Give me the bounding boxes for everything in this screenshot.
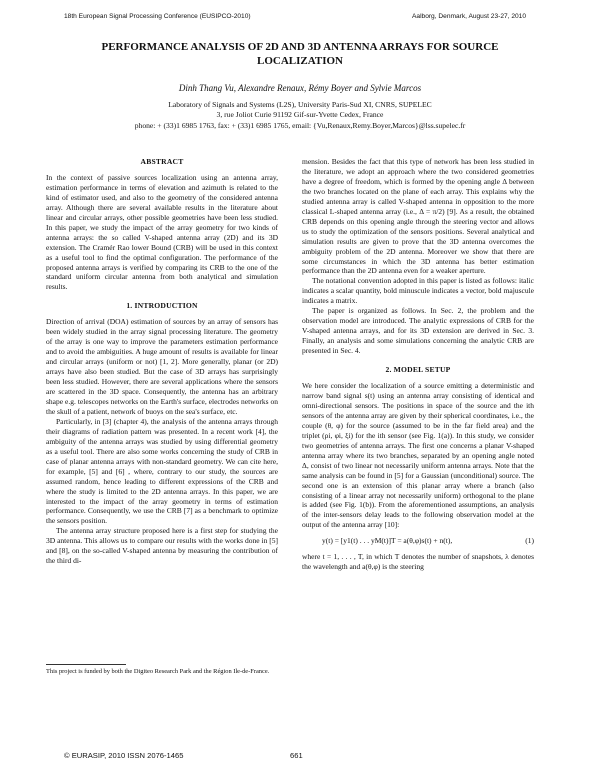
intro-paragraph-4: mension. Besides the fact that this type of network has been less studied in the literature, we adopt an approach where the two considered geometries have a degree of freedom, which is formed by the opening angle Δ between the two branches located on the plane of each array. This explains why the studied antenna array is called V-shaped antenna in opposition to the more classical L-shaped antenna array (i.e., Δ = π/2) [9]. As a result, the obtained CRB depends on this opening angle through the steering vector and allows us to study the optimization of the sensors positions. Several analytical and simulation results are given to prove that the 3D antenna overcomes the ambiguity problem of the 2D antenna. Moreover we show that there are some circumstances in which the 3D antenna has better estimation performance than the 2D antenna even for a weaker aperture. <box>302 157 534 276</box>
paper-title-line-2: LOCALIZATION <box>257 55 343 67</box>
page-number: 661 <box>290 751 303 760</box>
affiliation-address: 3, rue Joliot Curie 91192 Gif-sur-Yvette Cedex, France <box>216 110 384 120</box>
model-paragraph-2: where t = 1, . . . , T, in which T denotes the number of snapshots, λ denotes the wavelength and a(θ,φ) is the steering <box>302 552 534 572</box>
running-header-conference: 18th European Signal Processing Conference (EUSIPCO-2010) <box>64 13 251 20</box>
paper-authors: Dinh Thang Vu, Alexandre Renaux, Rémy Boyer and Sylvie Marcos <box>178 83 422 93</box>
intro-paragraph-1: Direction of arrival (DOA) estimation of sources by an array of sensors has been widely studied in the array signal processing literature. The geometry of the array is one way to improve the parameters estimation performance and to avoid the ambiguities. A huge amount of results is available for linear and circular arrays (uniform or not) [1, 2]. More generally, planar (or 2D) arrays have also been studied. But the case of 3D arrays has surprisingly been less studied. However, there are several applications where the sensors are scattered in the 3D space. Consequently, the antenna has an arbitrary shape e.g. telescopes networks on the Earth's surface, electrodes networks on the skull of a patient, network of buoys on the sea's surface, etc. <box>46 317 278 416</box>
model-setup-heading: 2. MODEL SETUP <box>385 365 451 375</box>
affiliation-contact: phone: + (33)1 6985 1763, fax: + (33)1 6985 1765, email: {Vu,Renaux,Remy.Boyer,Marcos}@lss.supelec.fr <box>134 120 466 130</box>
right-column <box>302 157 534 572</box>
equation-1-number: (1) <box>525 536 534 546</box>
abstract-heading: ABSTRACT <box>140 157 184 166</box>
left-column <box>46 157 278 566</box>
intro-paragraph-3: The antenna array structure proposed here is a first step for studying the 3D antenna. This allows us to compare our results with the works done in [5] and [8], on the so-called V-shaped antenna by measuring the contribution of the third di- <box>46 526 278 566</box>
paper-title-line-1: PERFORMANCE ANALYSIS OF 2D AND 3D ANTENNA ARRAYS FOR SOURCE <box>101 41 499 53</box>
intro-paragraph-2: Particularly, in [3] (chapter 4), the analysis of the antenna arrays through their diagrams of radiation pattern was presented. In a recent work [4], the ambiguity of the antenna arrays was studied by using differential geometry as a useful tool. There are also some works concerning the study of CRB in case of planar antenna arrays with non-standard geometry. We can cite here, for example, [5] and [6] , where, contrary to our study, the sources are assumed random, hence leading to different expressions of the CRB and where the study is limited to the 2D antenna arrays. In this paper, we are interested to the impact of the array geometry in terms of estimation performance. Consequently, we use the CRB [7] as a benchmark to optimize the sensors position. <box>46 416 278 526</box>
abstract-text: In the context of passive sources localization using an antenna array, estimation performance in terms of elevation and azimuth is related to the kind of estimator used, and also to the geometry of the considered antenna array. Although there are several available results in the literature about linear and circular arrays, other possible geometries have been less studied. In this paper, we study the impact of the array geometry for two kinds of antenna arrays: the so called V-shaped antenna array (2D) and its 3D extension. The Cramér Rao lower Bound (CRB) will be used in this context as a useful tool to find the optimal configuration. The performance of the proposed antenna arrays is verified by comparing its CRB to the one of the standard uniform circular antenna from both analytical and simulation results. <box>46 172 278 292</box>
paper-title <box>40 40 560 68</box>
footnote-rule <box>46 664 126 665</box>
running-header-location: Aalborg, Denmark, August 23-27, 2010 <box>412 13 526 20</box>
notation-paragraph: The notational convention adopted in this paper is listed as follows: italic indicates a scalar quantity, bold minuscule indicates a vector, bold majuscule indicates a matrix. <box>302 276 534 306</box>
affiliation-lab: Laboratory of Signals and Systems (L2S), University Paris-Sud XI, CNRS, SUPELEC <box>168 100 432 109</box>
equation-1 <box>302 536 534 546</box>
introduction-heading: 1. INTRODUCTION <box>126 301 198 311</box>
model-paragraph-1: We here consider the localization of a source emitting a deterministic and narrow band signal s(t) using an antenna array consisting of identical and omni-directional sensors. The positions in space of the source and the ith sensors of the antenna array are given by their spherical coordinates, i.e., the couple (θ, φ) for the source (assumed to be in the far field area) and the triplet (ρi, φi, ξi) for the ith sensor (see Fig. 1(a)). In this study, we consider two geometries of antenna arrays. The first one concerns a planar V-shaped antenna array where its two branches, separated by an opening angle noted Δ, consist of two linear not necessarily uniform antenna arrays. Note that the same analysis can be found in [5] for a Gaussian (unconditional) source. The second one is an extension of this planar array where a branch (also consisting of a linear array not necessarily uniform) orthogonal to the plane is added (see Fig. 1(b)). From the aforementioned assumptions, an analysis of the inter-sensors delay leads to the following observation model at the output of the antenna array [10]: <box>302 381 534 530</box>
organization-paragraph: The paper is organized as follows. In Sec. 2, the problem and the observation model are introduced. The analytic expressions of CRB for the V-shaped antenna arrays, and for its 3D extension are derived in Sec. 3. Finally, an analysis and some simulations concerning the analytic CRB are presented in Sec. 4. <box>302 306 534 356</box>
funding-footnote: This project is funded by both the Digiteo Research Park and the Région Ile-de-France. <box>46 668 270 675</box>
footer-publisher: © EURASIP, 2010 ISSN 2076-1465 <box>64 751 184 760</box>
affiliation-block <box>40 100 560 131</box>
equation-1-body: y(t) = [y1(t) . . . yM(t)]T = a(θ,φ)s(t) + n(t), <box>322 536 453 546</box>
